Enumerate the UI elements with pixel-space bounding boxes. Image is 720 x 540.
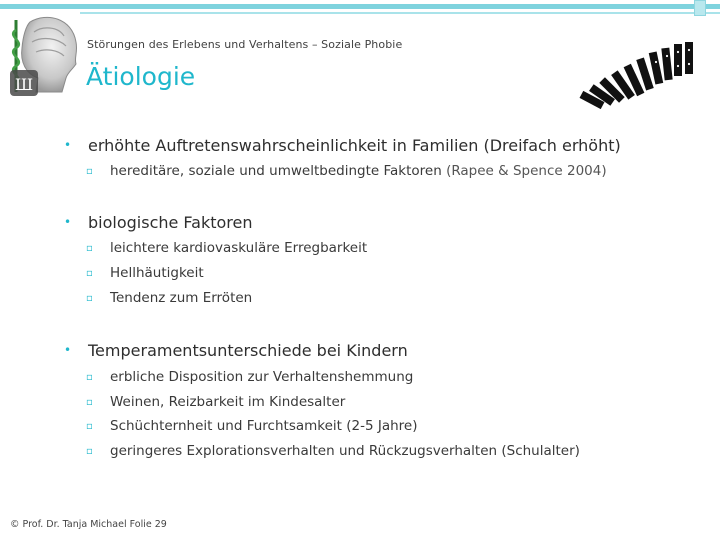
sub-bullet-item <box>86 418 418 434</box>
slide-subtitle: Störungen des Erlebens und Verhaltens – Soziale Phobie <box>87 38 403 51</box>
bullet-text: biologische Faktoren <box>88 213 253 232</box>
sub-bullet-icon: ▫ <box>86 243 93 254</box>
sub-bullet-icon: ▫ <box>86 293 93 304</box>
sub-bullet-text: Hellhäutigkeit <box>110 265 204 281</box>
bullet-dot-icon: • <box>64 138 72 152</box>
slide-footer: © Prof. Dr. Tanja Michael Folie 29 <box>10 519 167 530</box>
bullet-dot-icon: • <box>64 215 72 229</box>
sub-bullet-icon: ▫ <box>86 372 93 383</box>
sub-bullet-item <box>86 369 413 385</box>
citation: (Rapee & Spence 2004) <box>446 163 607 179</box>
sub-bullet-icon: ▫ <box>86 446 93 457</box>
slide-title: Ätiologie <box>86 62 196 91</box>
sub-bullet-item <box>86 265 204 281</box>
sub-bullet-text: hereditäre, soziale und umweltbedingte Faktoren <box>110 163 447 179</box>
sub-bullet-icon: ▫ <box>86 268 93 279</box>
sub-bullet-item <box>86 240 367 256</box>
sub-bullet-text: erbliche Disposition zur Verhaltenshemmung <box>110 369 414 385</box>
sub-bullet-text: Schüchternheit und Furchtsamkeit (2-5 Jahre) <box>110 418 418 434</box>
sub-bullet-icon: ▫ <box>86 421 93 432</box>
sub-bullet-icon: ▫ <box>86 166 93 177</box>
svg-text:Ш: Ш <box>14 75 34 94</box>
bullet-text: Temperamentsunterschiede bei Kindern <box>88 341 408 360</box>
sub-bullet-text: Tendenz zum Erröten <box>110 290 253 306</box>
sub-bullet-icon: ▫ <box>86 397 93 408</box>
sub-bullet-text: geringeres Explorationsverhalten und Rückzugsverhalten (Schulalter) <box>110 443 580 459</box>
bullet-dot-icon: • <box>64 343 72 357</box>
bullet-item <box>64 213 253 232</box>
bullet-item <box>64 136 621 155</box>
sub-bullet-item <box>86 394 345 410</box>
bullet-item <box>64 341 408 360</box>
sub-bullet-item <box>86 443 580 459</box>
bullet-text: erhöhte Auftretenswahrscheinlichkeit in Familien (Dreifach erhöht) <box>88 136 621 155</box>
sub-bullet-text: leichtere kardiovaskuläre Erregbarkeit <box>110 240 368 256</box>
sub-bullet-text: Weinen, Reizbarkeit im Kindesalter <box>110 394 346 410</box>
sub-bullet-item <box>86 163 607 179</box>
sub-bullet-item <box>86 290 252 306</box>
